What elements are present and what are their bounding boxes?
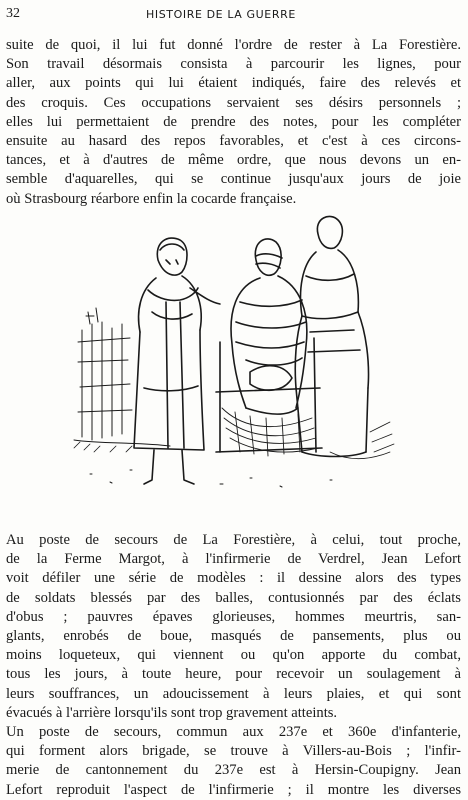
paragraph-intro <box>6 36 461 209</box>
text-line: semble d'aquarelles, qui se continue jusqu'aux jours de joie <box>6 171 461 188</box>
background-wall <box>74 308 170 446</box>
text-line: des croquis. Ces occupations servaient ses désirs personnels ; <box>6 94 461 111</box>
text-line: où Strasbourg réarbore enfin la cocarde française. <box>6 190 297 207</box>
text-line: de soldats blessés par des balles, contusionnés par des éclats <box>6 589 461 606</box>
text-line: Son travail désormais consista à parcourir les lignes, pour <box>6 56 461 73</box>
text-line: Au poste de secours de La Forestière, à celui, tout proche, <box>6 532 461 548</box>
text-line: tances, et à d'autres de même ordre, que nous devons un en- <box>6 152 461 169</box>
text-line: d'obus ; pauvres épaves glorieuses, hommes meurtris, san- <box>6 608 461 625</box>
text-line: glants, enrobés de boue, masqués de pansements, plus ou <box>6 628 461 645</box>
text-line: elles lui permettaient de prendre des notes, pour les compléter <box>6 113 461 130</box>
text-line: merie de cantonnement du 237e est à Hersin-Coupigny. Jean <box>6 762 461 779</box>
text-line: tous les jours, à toute heure, pour recevoir un soulagement à <box>6 666 461 683</box>
page-header <box>6 6 460 24</box>
paragraph-infirmary <box>6 531 461 800</box>
running-title: HISTOIRE DE LA GUERRE <box>146 8 296 21</box>
text-line: qui forment alors brigade, se trouve à Villers-au-Bois ; l'infir- <box>6 743 461 760</box>
floor-marks <box>90 470 332 487</box>
text-line: de la Ferme Margot, à l'infirmerie de Verdrel, Jean Lefort <box>6 551 461 568</box>
text-line: aller, aux points qui lui étaient indiqués, faire des relevés et <box>6 75 461 92</box>
text-line: Un poste de secours, commun aux 237e et 360e d'infanterie, <box>6 724 461 741</box>
text-line: ensuite au hasard des repos favorables, et c'est à ces circons- <box>6 133 461 150</box>
text-line: leurs souffrances, un adoucissement à leurs plaies, et qui sont <box>6 685 461 702</box>
text-line: voit défiler une série de modèles : il dessine alors des types <box>6 570 461 587</box>
nurse-figure <box>134 238 220 484</box>
sketch-illustration <box>70 212 400 512</box>
text-line: évacués à l'arrière lorsqu'ils sont trop gravement atteints. <box>6 704 338 721</box>
text-line: Lefort reproduit l'aspect de l'infirmerie ; il montre les diverses <box>6 781 461 798</box>
page-number: 32 <box>6 6 20 21</box>
text-line: moins loqueteux, qui viennent ou qu'on apporte du combat, <box>6 647 461 664</box>
text-line: suite de quoi, il lui fut donné l'ordre de rester à La Forestière. <box>6 37 461 53</box>
